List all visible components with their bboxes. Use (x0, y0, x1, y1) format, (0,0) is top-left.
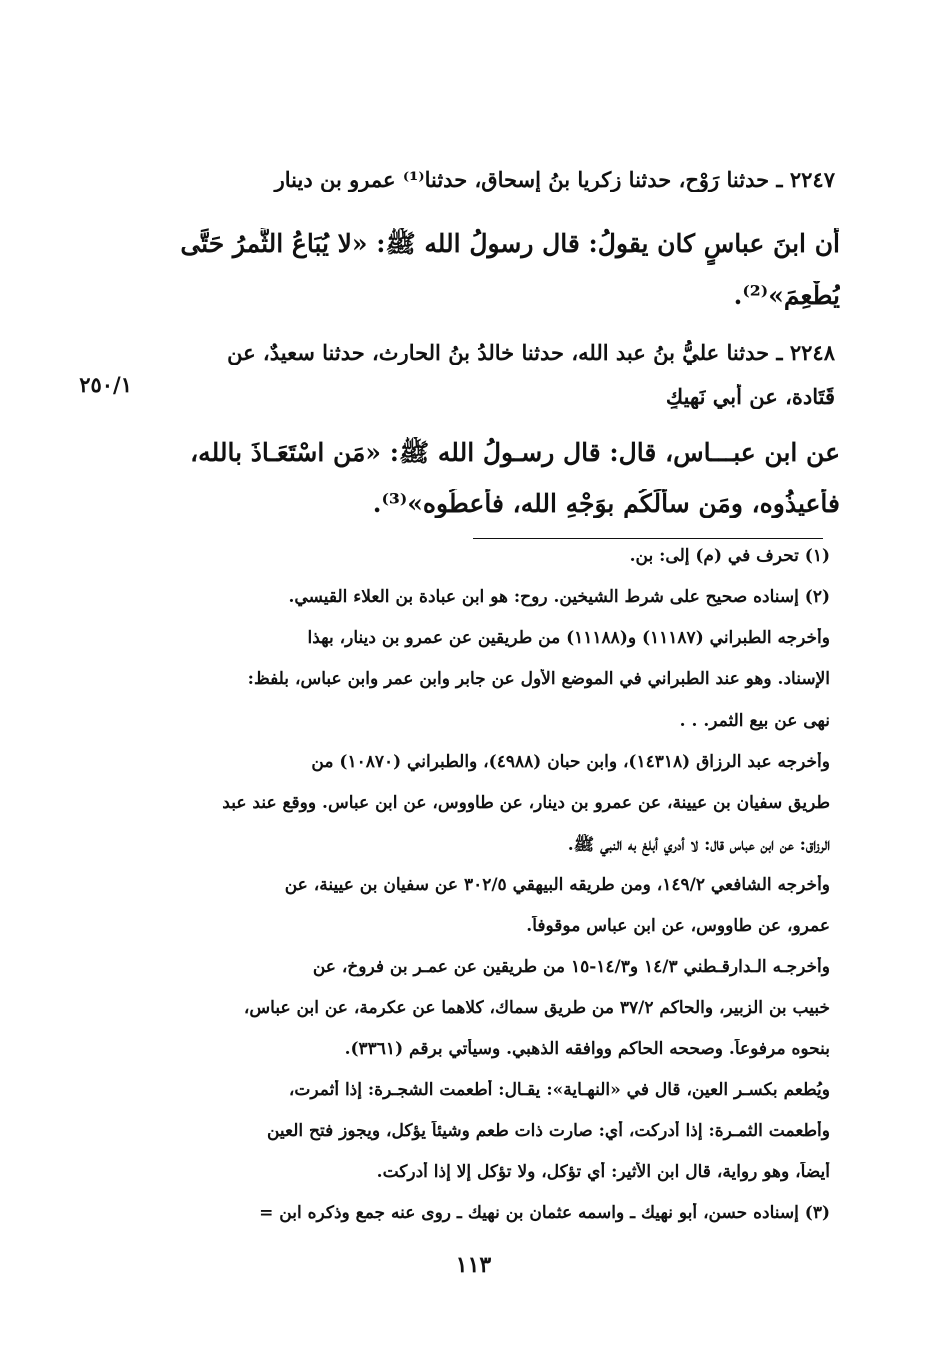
footnote-2-line-5: وأخرجه عبد الرزاق (١٤٣١٨)، وابن حبان (٤٩٨٨)، والطبراني (١٠٨٧٠) من (311, 752, 830, 772)
footnote-2-line-4: نهى عن بيع الثمر. . . (679, 711, 830, 731)
footnote-2-line-3: الإسناد. وهو عند الطبراني في الموضع الأول عن جابر وابن عمر وابن عباس، بلفظ: (247, 669, 830, 689)
footnote-2-line-1: (٢) إسناده صحيح على شرط الشيخين. روح: هو ابن عبادة بن العلاء القيسي. (288, 587, 830, 607)
hadith-2247-matn-line-1: أن ابنَ عباسٍ كان يقولُ: قال رسولُ الله ﷺ: «لا يُبَاعُ الثَّمرُ حَتَّى (180, 229, 840, 258)
footnote-3: (٣) إسناده حسن، أبو نهيك ـ واسمه عثمان بن نهيك ـ روى عنه جمع وذكره ابن = (259, 1203, 830, 1223)
footnote-2-line-10: وأخرجـه الـدارقـطني ١٤/٣ و١٤/٣-١٥ من طريقين عن عمـر بن فروخ، عن (312, 957, 830, 977)
footnote-2-line-14: وأطعمت الثمـرة: إذا أدركت، أي: صارت ذات طعم وشيئاً يؤكل، ويجوز فتح العين (266, 1121, 830, 1141)
footnote-separator (473, 538, 823, 539)
hadith-2247-matn-line-2: يُطْعِمَ»⁽²⁾. (733, 281, 840, 310)
footnote-2-line-7: الرزاق: عن ابن عباس قال: لا أدري أبلغ به النبي ﷺ. (567, 835, 830, 855)
hadith-2247-isnad: ٢٢٤٧ ـ حدثنا رَوْح، حدثنا زكريا بنُ إسحاق، حدثنا⁽¹⁾ عمرو بن دينار (274, 167, 835, 192)
footnote-1: (١) تحرف في (م) إلى: بن. (629, 546, 830, 566)
footnote-2-line-9: عمرو، عن طاووس، عن ابن عباس موقوفاً. (526, 916, 830, 936)
hadith-2248-matn-line-1: عن ابن عبـــاس، قال: قال رسـولُ الله ﷺ: «مَن اسْتَعَـاذَ بالله، (190, 438, 840, 467)
footnote-2-line-15: أيضاً، وهو رواية، قال ابن الأثير: أي تؤكل، ولا تؤكل إلا إذا أدركت. (376, 1162, 830, 1182)
footnote-2-line-8: وأخرجه الشافعي ١٤٩/٢، ومن طريقه البيهقي ٣٠٢/٥ عن سفيان بن عيينة، عن (284, 875, 830, 895)
footnote-2-line-6: طريق سفيان بن عيينة، عن عمرو بن دينار، عن طاووس، عن ابن عباس. ووقع عند عبد (222, 793, 830, 813)
margin-volume-page-reference: ٢٥٠/١ (79, 372, 132, 397)
footnote-2-line-2: وأخرجه الطبراني (١١١٨٧) و(١١١٨٨) من طريقين عن عمرو بن دينار، بهذا (307, 628, 830, 648)
hadith-2248-isnad-line-2: قَتَادة، عن أبي نَهيكٍ (665, 384, 835, 409)
footnote-2-line-13: ويُطعم بكسـر العين، قال في «النهـاية»: يقـال: أطعمت الشجـرة: إذا أثمرت، (288, 1080, 830, 1100)
page-number: ١١٣ (455, 1252, 492, 1278)
footnote-2-line-11: خبيب بن الزبير، والحاكم ٣٧/٢ من طريق سماك، كلاهما عن عكرمة، عن ابن عباس، (243, 998, 830, 1018)
footnote-2-line-12: بنحوه مرفوعاً. وصححه الحاكم ووافقه الذهبي. وسيأتي برقم (٣٣٦١). (344, 1039, 830, 1059)
hadith-2248-isnad-line-1: ٢٢٤٨ ـ حدثنا عليُّ بنُ عبد الله، حدثنا خالدُ بنُ الحارث، حدثنا سعيدٌ، عن (227, 340, 835, 365)
hadith-2248-matn-line-2: فأعيذُوه، ومَن سألَكُم بوَجْهِ الله، فأعطُوه»⁽³⁾. (372, 489, 840, 518)
